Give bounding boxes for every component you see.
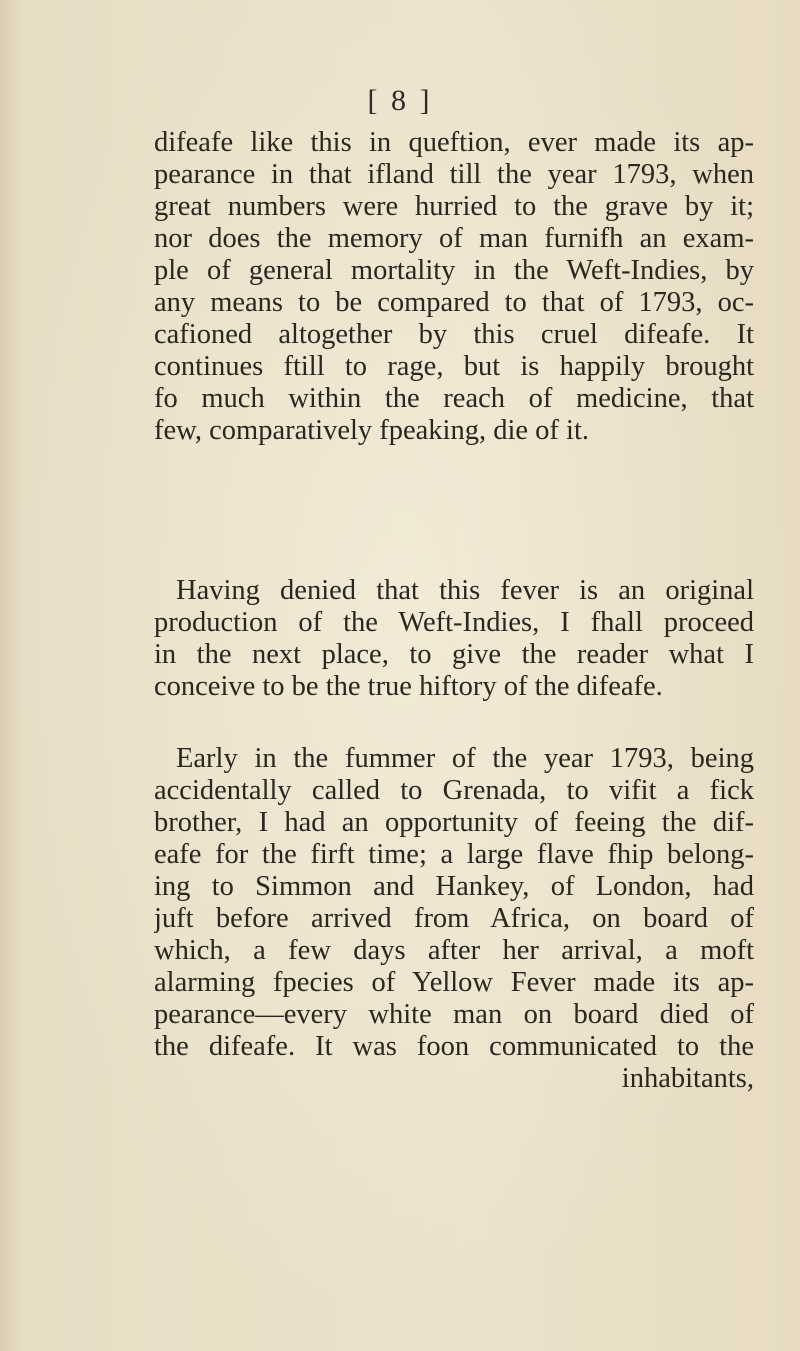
text-line: Having denied that this fever is an original [176,575,754,606]
text-line: ing to Simmon and Hankey, of London, had [154,871,754,902]
text-line: nor does the memory of man furnifh an exam- [154,223,754,254]
paragraph-1 [154,127,754,447]
text-line: conceive to be the true hiftory of the difeafe. [154,671,663,702]
text-line: eafe for the firft time; a large flave fhip belong- [154,839,754,870]
text-line: alarming fpecies of Yellow Fever made its ap- [154,967,754,998]
text-line: in the next place, to give the reader what I [154,639,754,670]
text-line: the difeafe. It was foon communicated to the [154,1031,754,1062]
text-line: any means to be compared to that of 1793, oc- [154,287,754,318]
text-line: production of the Weft-Indies, I fhall proceed [154,607,754,638]
paragraph-2 [154,575,754,703]
text-line: brother, I had an opportunity of feeing the dif- [154,807,754,838]
text-line: continues ftill to rage, but is happily brought [154,351,754,382]
text-line: accidentally called to Grenada, to vifit a fick [154,775,754,806]
text-line: few, comparatively fpeaking, die of it. [154,415,589,446]
text-line: difeafe like this in queftion, ever made its ap- [154,127,754,158]
text-line: pearance in that ifland till the year 1793, when [154,159,754,190]
text-line: fo much within the reach of medicine, that [154,383,754,414]
text-line: ple of general mortality in the Weft-Indies, by [154,255,754,286]
text-line: juft before arrived from Africa, on board of [154,903,754,934]
catchword: inhabitants, [621,1063,754,1094]
text-line: cafioned altogether by this cruel difeafe. It [154,319,754,350]
text-line: Early in the fummer of the year 1793, being [176,743,754,774]
paragraph-3 [154,743,754,1095]
text-line: great numbers were hurried to the grave by it; [154,191,754,222]
page-number: [ 8 ] [367,84,433,117]
text-line: which, a few days after her arrival, a moft [154,935,754,966]
text-line: pearance—every white man on board died of [154,999,754,1030]
